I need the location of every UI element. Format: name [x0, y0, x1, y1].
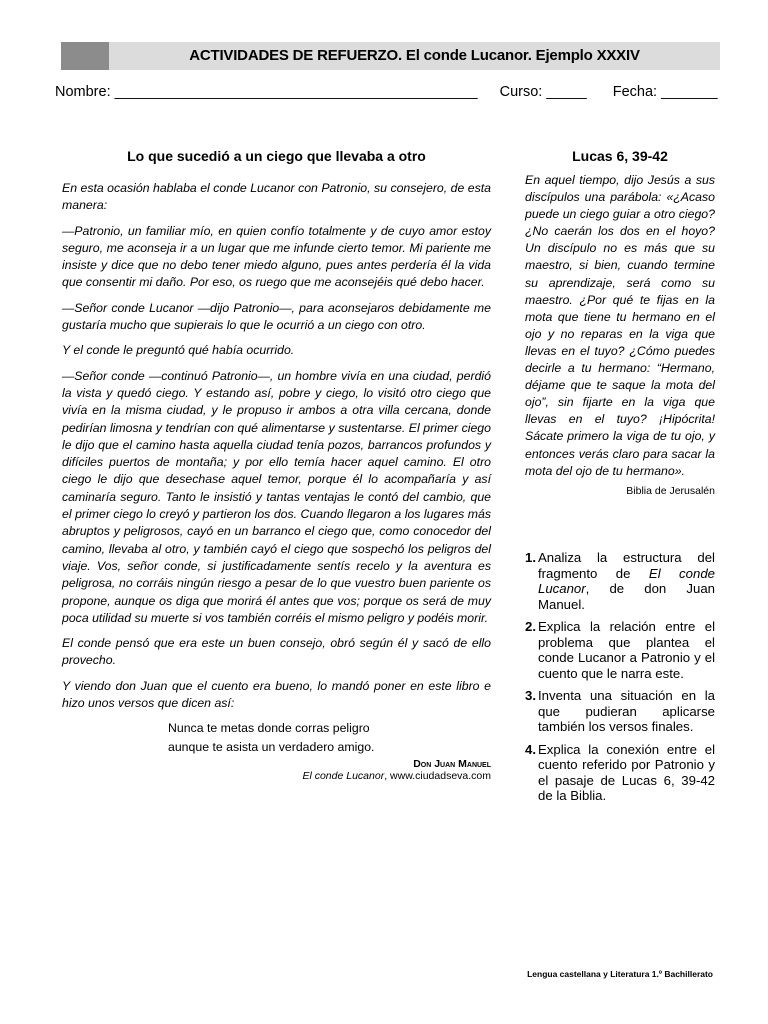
activity-item: [525, 550, 715, 612]
header-bar: [61, 42, 720, 70]
story-paragraph: El conde pensó que era este un buen consejo, obró según él y sacó de ello provecho.: [62, 636, 491, 668]
story-column: [62, 148, 491, 782]
bible-column: [525, 148, 715, 497]
story-paragraph: Y viendo don Juan que el cuento era bueno, lo mandó poner en este libro e hizo unos versos que dicen así:: [62, 678, 491, 711]
verse-line: aunque te asista un verdadero amigo.: [168, 740, 375, 755]
activity-number: 2.: [525, 619, 536, 634]
course-blank: _____: [546, 84, 587, 100]
activity-text-italic: El conde Lucanor: [538, 565, 715, 596]
bible-title: Lucas 6, 39-42: [572, 148, 668, 164]
story-paragraph: En esta ocasión hablaba el conde Lucanor con Patronio, su consejero, de esta manera:: [62, 181, 491, 213]
activity-item: [525, 619, 715, 681]
activity-text: Explica la relación entre el problema que plantea el conde Lucanor a Patronio y el cuento que le narra este.: [538, 619, 715, 681]
activities-list: [525, 550, 715, 811]
bible-source: Biblia de Jerusalén: [626, 484, 715, 497]
story-paragraph: —Señor conde Lucanor —dijo Patronio—, para aconsejaros debidamente me gustaría mucho que supierais lo que le ocurrió a un ciego con otro.: [62, 300, 491, 333]
name-blank: _____________________________________________: [114, 84, 478, 100]
name-label: Nombre:: [55, 84, 111, 100]
story-paragraph: —Patronio, un familiar mío, en quien confío totalmente y de cuyo amor estoy seguro, me aconseja ir a un lugar que me infunde cierto temor. Mi pariente me insiste y dice que no debo tener miedo alguno, pues antes perdería él la vida que consentir mi daño. Por eso, os ruego que me aconsejéis qué debo hacer.: [62, 223, 491, 290]
activity-number: 3.: [525, 688, 536, 703]
verse-line: Nunca te metas donde corras peligro: [168, 721, 370, 736]
date-blank: _______: [661, 84, 718, 100]
story-source: [62, 770, 491, 782]
activity-text: Inventa una situación en la que pudieran aplicarse también los versos finales.: [538, 688, 715, 734]
activity-number: 4.: [525, 741, 536, 757]
header-decor-block: [61, 42, 109, 70]
activity-item: [525, 688, 715, 735]
story-source-title: El conde Lucanor: [302, 770, 385, 783]
activity-item: [525, 742, 715, 804]
activity-number: 1.: [525, 550, 536, 565]
page-title: ACTIVIDADES DE REFUERZO. El conde Lucanor. Ejemplo XXXIV: [189, 47, 640, 64]
story-title: Lo que sucedió a un ciego que llevaba a otro: [127, 148, 426, 164]
activity-text-end: , de don Juan Manuel.: [538, 581, 715, 612]
page-footer: Lengua castellana y Literatura 1.º Bachillerato: [527, 969, 713, 979]
activity-text: Explica la conexión entre el cuento referido por Patronio y el pasaje de Lucas 6, 39-42 de la Biblia.: [538, 741, 715, 803]
story-paragraph: Y el conde le preguntó qué había ocurrido.: [62, 343, 295, 358]
student-info-line: [55, 84, 718, 100]
activity-text: Analiza la estructura del fragmento de: [538, 550, 715, 581]
story-author: Don Juan Manuel: [413, 758, 491, 771]
bible-text: En aquel tiempo, dijo Jesús a sus discípulos una parábola: «¿Acaso puede un ciego guiar a otro ciego? ¿No caerán los dos en el hoyo? Un discípulo no es más que su maestro, si bien, cuando termine su aprendizaje, será como su maestro. ¿Por qué te fijas en la mota que tiene tu hermano en el ojo y no reparas en la viga que llevas en el tuyo? ¿Cómo puedes decirle a tu hermano: “Hermano, déjame que te saque la mota del ojo”, sin fijarte en la viga que llevas en el tuyo? ¡Hipócrita! Sácate primero la viga de tu ojo, y entonces verás claro para sacar la mota del ojo de tu hermano».: [525, 173, 715, 478]
story-source-site: , www.ciudadseva.com: [384, 770, 491, 783]
date-label: Fecha:: [612, 84, 658, 100]
story-paragraph: —Señor conde —continuó Patronio—, un hombre vivía en una ciudad, perdió la vista y quedó ciego. Y estando así, pobre y ciego, lo visitó otro ciego que vivía en la misma ciudad, y le propuso ir ambos a otra villa cercana, donde pedirían limosna y tendrían con qué alimentarse y sustentarse. El primer ciego le dijo que el camino hasta aquella ciudad tenía pozos, barrancos profundos y difíciles puertos de montaña; y por ello temía hacer aquel camino. El otro ciego le dijo que desechase aquel temor, porque él lo acompañaría y así caminaría seguro. Tanto le insistió y tantas ventajas le contó del cambio, que el primer ciego lo creyó y partieron los dos. Cuando llegaron a los lugares más abruptos y peligrosos, cayó en un barranco el ciego que, como conocedor del camino, llevaba al otro, y también cayó el ciego que sospechó los peligros del viaje. Vos, señor conde, si justificadamente sentís recelo y la aventura es peligrosa, no corráis ningún riesgo a pesar de lo que vuestro buen pariente os propone, aunque os diga que morirá él antes que vos; porque os será de muy poca utilidad su muerte si vos también corréis el mismo peligro y podéis morir.: [62, 368, 491, 625]
course-label: Curso:: [499, 84, 543, 100]
